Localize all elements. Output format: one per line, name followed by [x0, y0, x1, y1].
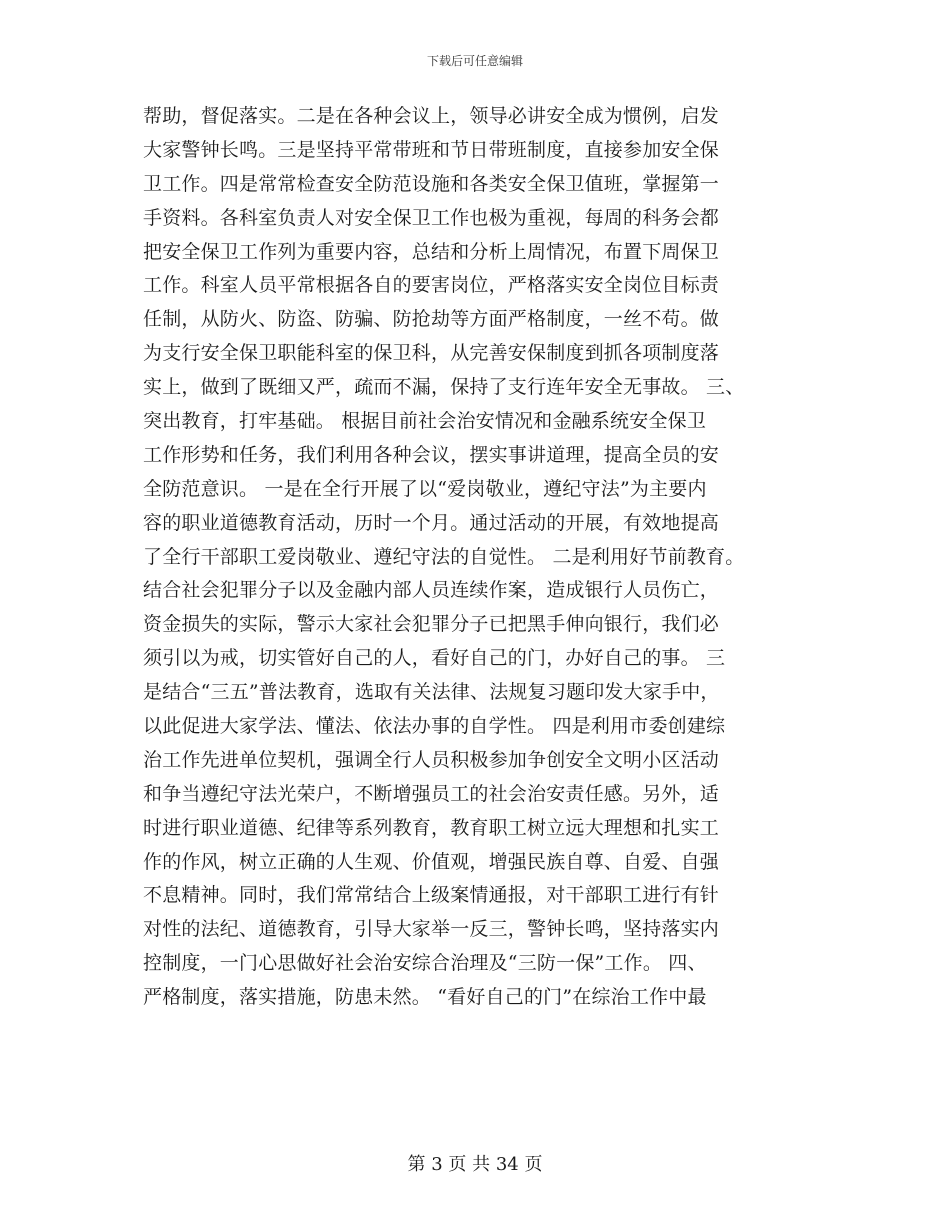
text-line: 任制，从防火、防盗、防骗、防抢劫等方面严格制度，一丝不苟。做 — [143, 308, 720, 331]
text-line: 实上，做到了既细又严，疏而不漏，保持了支行连年安全无事故。 三、 — [143, 376, 745, 399]
text-line: 不息精神。同时，我们常常结合上级案情通报，对干部职工进行有针 — [143, 884, 720, 907]
text-line: 容的职业道德教育活动，历时一个月。通过活动的开展，有效地提高 — [143, 511, 720, 534]
text-line: 为支行安全保卫职能科室的保卫科，从完善安保制度到抓各项制度落 — [143, 342, 720, 365]
text-line: 和争当遵纪守法光荣户，不断增强员工的社会治安责任感。另外，适 — [143, 782, 720, 805]
text-line: 了全行干部职工爱岗敬业、遵纪守法的自觉性。 二是利用好节前教育。 — [143, 545, 745, 568]
text-line: 是结合“三五”普法教育，选取有关法律、法规复习题印发大家手中， — [143, 681, 720, 704]
text-line: 工作。科室人员平常根据各自的要害岗位，严格落实安全岗位目标责 — [143, 274, 720, 297]
page-header-note: 下载后可任意编辑 — [426, 54, 523, 68]
page-number: 第 3 页 共 34 页 — [407, 1154, 543, 1175]
text-line: 全防范意识。 一是在全行开展了以“爱岗敬业，遵纪守法”为主要内 — [143, 477, 707, 500]
text-line: 突出教育，打牢基础。 根据目前社会治安情况和金融系统安全保卫 — [143, 410, 707, 433]
text-line: 治工作先进单位契机，强调全行人员积极参加争创安全文明小区活动 — [143, 748, 720, 771]
text-line: 资金损失的实际，警示大家社会犯罪分子已把黑手伸向银行，我们必 — [143, 613, 720, 636]
text-line: 以此促进大家学法、懂法、依法办事的自学性。 四是利用市委创建综 — [143, 715, 726, 738]
text-line: 控制度，一门心思做好社会治安综合治理及“三防一保”工作。 四、 — [143, 952, 707, 975]
text-line: 须引以为戒，切实管好自己的人，看好自己的门，办好自己的事。 三 — [143, 647, 726, 670]
text-line: 手资料。各科室负责人对安全保卫工作也极为重视，每周的科务会都 — [143, 206, 720, 229]
text-line: 卫工作。四是常常检查安全防范设施和各类安全保卫值班，掌握第一 — [143, 172, 720, 195]
text-line: 帮助，督促落实。二是在各种会议上，领导必讲安全成为惯例，启发 — [143, 105, 720, 127]
body-text — [143, 100, 811, 1015]
text-line: 严格制度，落实措施，防患未然。 “看好自己的门”在综治工作中最 — [143, 986, 707, 1009]
text-line: 工作形势和任务，我们利用各种会议，摆实事讲道理，提高全员的安 — [143, 443, 720, 466]
text-line: 结合社会犯罪分子以及金融内部人员连续作案，造成银行人员伤亡， — [143, 579, 720, 602]
text-line: 大家警钟长鸣。三是坚持平常带班和节日带班制度，直接参加安全保 — [143, 138, 720, 161]
text-line: 把安全保卫工作列为重要内容，总结和分析上周情况，布置下周保卫 — [143, 240, 720, 263]
text-line: 对性的法纪、道德教育，引导大家举一反三，警钟长鸣，坚持落实内 — [143, 918, 720, 941]
text-line: 时进行职业道德、纪律等系列教育，教育职工树立远大理想和扎实工 — [143, 816, 720, 839]
text-line: 作的作风，树立正确的人生观、价值观，增强民族自尊、自爱、自强 — [143, 850, 720, 873]
